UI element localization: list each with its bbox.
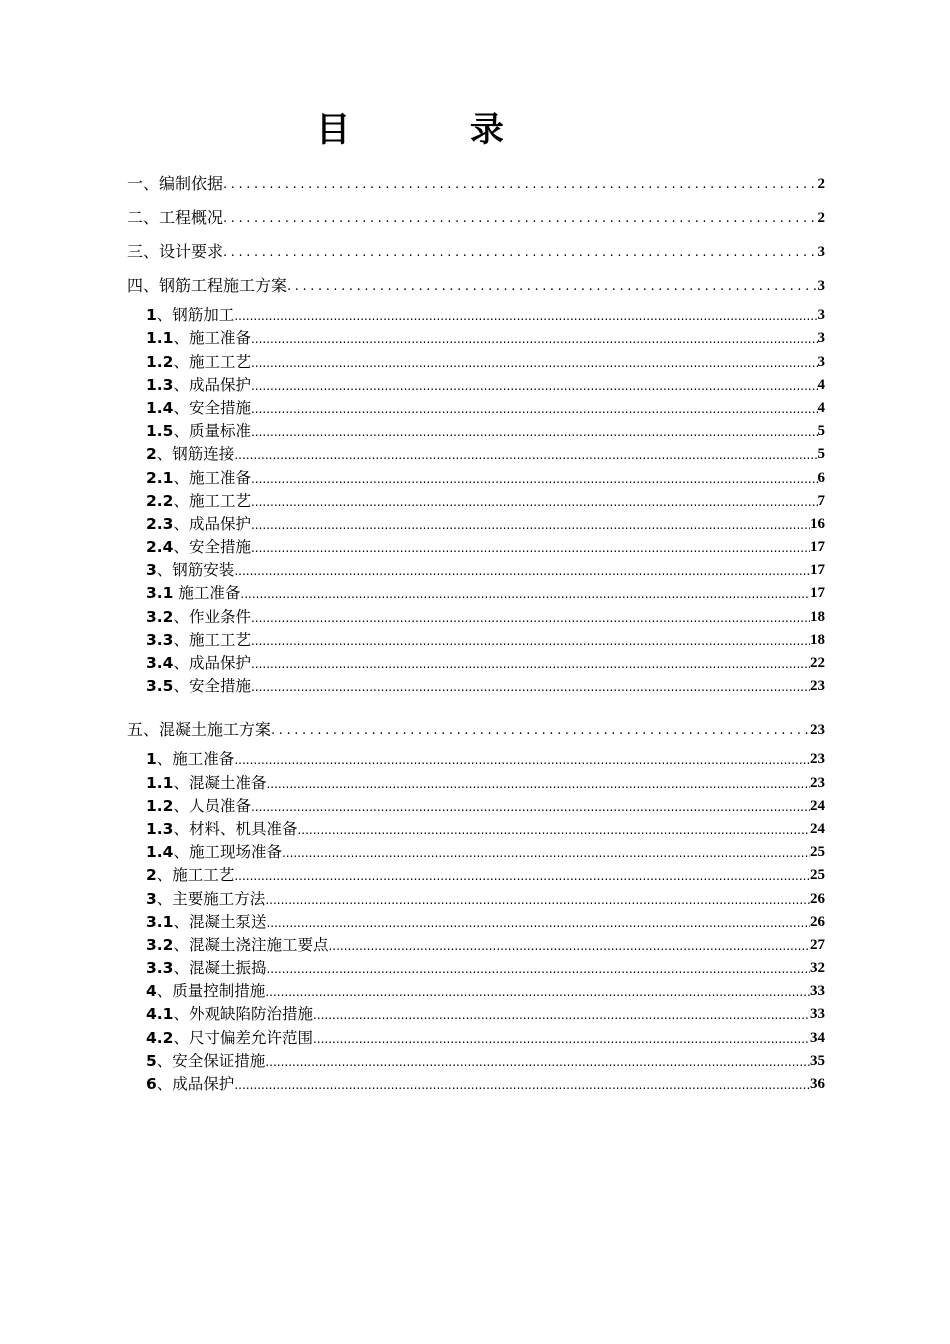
toc-entry-label xyxy=(146,514,251,534)
toc-entry-label xyxy=(146,819,297,839)
toc-entry-label xyxy=(146,958,266,978)
toc-entry[interactable] xyxy=(127,194,825,228)
toc-dot-leader xyxy=(265,1051,810,1071)
toc-entry-label xyxy=(127,242,223,262)
toc-page-number: 17 xyxy=(810,539,825,556)
toc-entry-number: 1.1 xyxy=(146,329,174,348)
toc-page-number: 5 xyxy=(817,446,825,463)
toc-page-number: 6 xyxy=(817,469,825,486)
toc-page-number: 23 xyxy=(810,722,825,739)
toc-entry-text: 、质量标准 xyxy=(173,422,251,441)
toc-page-number: 36 xyxy=(810,1076,825,1092)
toc-page-number: 4 xyxy=(817,376,825,393)
toc-entry-number: 4 xyxy=(146,982,157,1001)
toc-dot-leader xyxy=(251,676,810,696)
toc-entry-label xyxy=(146,912,266,932)
toc-dot-leader xyxy=(223,242,817,262)
toc-entry-label xyxy=(146,935,328,955)
toc-entry-number: 二、 xyxy=(127,208,160,227)
toc-dot-leader xyxy=(265,981,810,1001)
toc-entry[interactable] xyxy=(127,1001,825,1024)
toc-entry-number: 2.3 xyxy=(146,514,174,533)
toc-entry-number: 1.3 xyxy=(146,375,174,394)
toc-entry-label xyxy=(146,796,251,816)
toc-dot-leader xyxy=(234,1074,810,1094)
toc-entry-label xyxy=(146,630,251,650)
toc-entry[interactable] xyxy=(127,746,825,769)
toc-page-number: 3 xyxy=(817,244,825,260)
toc-entry[interactable] xyxy=(127,418,825,441)
toc-entry[interactable] xyxy=(127,706,825,740)
toc-entry-text: 、主要施工方法 xyxy=(156,889,266,908)
toc-entry-text: 、成品保护 xyxy=(173,375,251,394)
toc-entry-number: 3 xyxy=(146,889,157,908)
toc-entry[interactable] xyxy=(127,955,825,978)
toc-entry-number: 3.4 xyxy=(146,654,174,672)
toc-entry[interactable] xyxy=(127,978,825,1001)
toc-dot-leader xyxy=(271,720,810,740)
toc-entry-text: 编制依据 xyxy=(159,174,224,193)
toc-entry-text: 工程概况 xyxy=(159,208,224,227)
toc-entry-number: 4.2 xyxy=(146,1028,174,1047)
toc-entry-number: 1.3 xyxy=(146,819,174,838)
toc-entry-label xyxy=(146,653,251,673)
toc-entry-text: 、质量控制措施 xyxy=(156,982,266,1001)
table-of-contents xyxy=(127,160,825,1094)
toc-dot-leader xyxy=(251,468,818,488)
toc-page-number: 33 xyxy=(810,983,825,1000)
toc-entry-text: 、钢筋加工 xyxy=(156,306,235,325)
toc-entry-label xyxy=(146,328,251,348)
toc-entry[interactable] xyxy=(127,603,825,626)
toc-entry-label xyxy=(146,676,251,696)
toc-entry-label xyxy=(127,720,271,740)
toc-entry-number: 1.5 xyxy=(146,422,174,441)
toc-entry-label xyxy=(127,276,287,296)
toc-entry-label xyxy=(146,468,251,488)
toc-page-number: 24 xyxy=(810,820,825,837)
toc-page-number: 17 xyxy=(810,585,825,602)
toc-entry-text: 、钢筋连接 xyxy=(156,445,235,464)
toc-entry-number: 5 xyxy=(146,1051,157,1070)
toc-entry-number: 2.2 xyxy=(146,491,174,510)
toc-entry[interactable] xyxy=(127,160,825,194)
toc-page-number: 2 xyxy=(817,176,825,192)
toc-entry[interactable] xyxy=(127,511,825,534)
toc-entry-number: 3.1 xyxy=(146,912,174,931)
toc-entry-label xyxy=(146,305,234,325)
toc-dot-leader xyxy=(251,630,810,650)
toc-dot-leader xyxy=(234,560,810,580)
toc-entry[interactable] xyxy=(127,650,825,673)
toc-entry[interactable] xyxy=(127,1048,825,1071)
toc-entry[interactable] xyxy=(127,839,825,862)
toc-entry-label xyxy=(146,491,251,511)
toc-entry[interactable] xyxy=(127,673,825,696)
toc-entry-number: 一、 xyxy=(127,174,160,193)
toc-dot-leader xyxy=(251,607,810,627)
toc-entry[interactable] xyxy=(127,534,825,557)
toc-entry-number: 3.3 xyxy=(146,630,174,649)
toc-page-number: 3 xyxy=(817,307,825,324)
toc-entry-text: 、成品保护 xyxy=(173,514,251,533)
toc-entry-text: 钢筋工程施工方案 xyxy=(159,276,288,295)
toc-page-number: 5 xyxy=(817,423,825,440)
toc-entry-number: 3.2 xyxy=(146,935,174,954)
toc-entry-label xyxy=(146,560,234,580)
toc-entry[interactable] xyxy=(127,262,825,296)
toc-page-number: 35 xyxy=(810,1052,825,1069)
toc-entry-label xyxy=(146,537,251,557)
toc-entry-text: 、施工工艺 xyxy=(156,866,235,885)
toc-entry-label xyxy=(146,583,240,603)
toc-entry[interactable] xyxy=(127,302,825,325)
toc-entry-number: 四、 xyxy=(127,276,160,295)
toc-dot-leader xyxy=(223,208,817,228)
toc-page-number: 23 xyxy=(810,751,825,768)
toc-entry[interactable] xyxy=(127,862,825,885)
toc-page-number: 32 xyxy=(810,960,825,977)
toc-dot-leader xyxy=(313,1028,810,1048)
toc-page-number: 23 xyxy=(810,678,825,695)
toc-dot-leader xyxy=(234,305,817,325)
toc-page-number: 25 xyxy=(810,867,825,884)
toc-entry[interactable] xyxy=(127,1071,825,1094)
toc-entry-label xyxy=(146,773,266,793)
toc-entry-number: 2.1 xyxy=(146,468,174,487)
toc-dot-leader xyxy=(251,375,818,395)
toc-page-number: 26 xyxy=(810,890,825,907)
toc-entry-text: 、施工准备 xyxy=(173,468,251,487)
toc-page-number: 24 xyxy=(810,797,825,814)
toc-dot-leader xyxy=(287,276,817,296)
toc-entry-number: 三、 xyxy=(127,242,160,261)
toc-entry[interactable] xyxy=(127,627,825,650)
toc-dot-leader xyxy=(265,889,810,909)
toc-entry-number: 3 xyxy=(146,561,157,580)
toc-entry-text: 、成品保护 xyxy=(173,654,251,672)
toc-page-number: 17 xyxy=(810,562,825,579)
toc-entry-text: 、施工工艺 xyxy=(173,630,251,649)
toc-entry-label xyxy=(146,865,234,885)
toc-entry-text: 设计要求 xyxy=(159,242,224,261)
toc-entry-text: 、尺寸偏差允许范围 xyxy=(173,1028,313,1047)
toc-page-number: 4 xyxy=(817,399,825,416)
toc-entry-text: 、施工准备 xyxy=(156,750,235,769)
toc-dot-leader xyxy=(251,421,818,441)
toc-entry[interactable] xyxy=(127,348,825,371)
toc-page-number: 18 xyxy=(810,631,825,648)
toc-dot-leader xyxy=(251,398,818,418)
toc-entry-label xyxy=(127,208,223,228)
toc-entry-number: 3.3 xyxy=(146,959,174,978)
toc-entry-label xyxy=(146,749,234,769)
toc-entry-number: 1.2 xyxy=(146,352,174,371)
toc-dot-leader xyxy=(266,958,810,978)
toc-entry-label xyxy=(146,889,265,909)
toc-entry-label xyxy=(146,375,251,395)
toc-entry-text: 、混凝土泵送 xyxy=(173,912,267,931)
toc-entry[interactable] xyxy=(127,557,825,580)
toc-entry-number: 1.4 xyxy=(146,843,174,862)
toc-entry-number: 3.1 xyxy=(146,584,174,603)
toc-entry-number: 6 xyxy=(146,1075,157,1093)
toc-entry-number: 1.1 xyxy=(146,773,174,792)
toc-page-number: 3 xyxy=(817,330,825,347)
toc-entry[interactable] xyxy=(127,228,825,262)
toc-entry-label xyxy=(146,1051,265,1071)
toc-entry-label xyxy=(146,981,265,1001)
toc-entry[interactable] xyxy=(127,372,825,395)
toc-entry-number: 1.4 xyxy=(146,398,174,417)
toc-entry-number: 五、 xyxy=(127,720,160,740)
toc-dot-leader xyxy=(251,328,818,348)
toc-entry-text: 、施工现场准备 xyxy=(173,843,282,862)
toc-page-number: 25 xyxy=(810,844,825,861)
toc-entry-text: 、安全保证措施 xyxy=(156,1051,266,1070)
toc-dot-leader xyxy=(328,935,810,955)
toc-entry[interactable] xyxy=(127,464,825,487)
toc-page-number: 27 xyxy=(810,936,825,953)
toc-entry-number: 1 xyxy=(146,306,157,325)
toc-entry[interactable] xyxy=(127,816,825,839)
toc-entry-number: 3.2 xyxy=(146,607,174,626)
toc-entry-label xyxy=(146,398,251,418)
toc-page-number: 33 xyxy=(810,1006,825,1023)
toc-page-number: 18 xyxy=(810,608,825,625)
toc-entry-label xyxy=(146,607,251,627)
toc-dot-leader xyxy=(266,773,810,793)
toc-dot-leader xyxy=(266,912,810,932)
toc-entry-text: 、钢筋安装 xyxy=(156,561,235,580)
toc-entry-label xyxy=(127,174,223,194)
toc-entry-label xyxy=(146,421,251,441)
toc-page-number: 3 xyxy=(817,353,825,370)
toc-entry-label xyxy=(146,842,282,862)
toc-entry[interactable] xyxy=(127,885,825,908)
toc-page-number: 34 xyxy=(810,1029,825,1046)
toc-entry-number: 4.1 xyxy=(146,1005,174,1024)
toc-entry-text: 、混凝土准备 xyxy=(173,773,267,792)
toc-entry[interactable] xyxy=(127,932,825,955)
toc-entry[interactable] xyxy=(127,441,825,464)
toc-entry-text: 、安全措施 xyxy=(173,538,251,557)
toc-entry[interactable] xyxy=(127,488,825,511)
toc-dot-leader xyxy=(234,444,817,464)
toc-entry-text: 、安全措施 xyxy=(173,398,251,417)
toc-entry-label xyxy=(146,1004,313,1024)
toc-entry[interactable] xyxy=(127,580,825,603)
toc-entry-label xyxy=(146,1074,234,1094)
toc-page-number: 2 xyxy=(817,210,825,226)
toc-entry-text: 、外观缺陷防治措施 xyxy=(173,1005,313,1024)
toc-dot-leader xyxy=(240,583,810,603)
toc-entry-number: 2 xyxy=(146,445,157,464)
toc-entry-text: 、作业条件 xyxy=(173,607,251,626)
toc-dot-leader xyxy=(251,491,818,511)
toc-page-number: 26 xyxy=(810,913,825,930)
toc-entry-number: 2 xyxy=(146,866,157,885)
toc-dot-leader xyxy=(251,653,810,673)
toc-entry-number: 1.2 xyxy=(146,796,174,815)
toc-dot-leader xyxy=(282,842,810,862)
toc-entry[interactable] xyxy=(127,325,825,348)
toc-dot-leader xyxy=(234,749,810,769)
toc-dot-leader xyxy=(251,352,818,372)
toc-entry-text: 、混凝土振捣 xyxy=(173,959,267,978)
toc-page-number: 16 xyxy=(810,515,825,532)
toc-entry-label xyxy=(146,1028,313,1048)
toc-dot-leader xyxy=(251,796,810,816)
toc-page-number: 3 xyxy=(817,278,825,294)
toc-entry[interactable] xyxy=(127,909,825,932)
toc-entry-text: 、成品保护 xyxy=(156,1075,235,1093)
toc-entry-number: 2.4 xyxy=(146,538,174,557)
toc-dot-leader xyxy=(251,537,810,557)
toc-page-number: 23 xyxy=(810,774,825,791)
toc-entry[interactable] xyxy=(127,395,825,418)
toc-entry-text: 、施工工艺 xyxy=(173,352,251,371)
toc-page-number: 22 xyxy=(810,655,825,671)
toc-entry-text: 施工准备 xyxy=(173,584,241,603)
page-title: 目 录 xyxy=(316,110,558,150)
toc-dot-leader xyxy=(251,514,810,534)
toc-entry-text: 、安全措施 xyxy=(173,677,251,696)
toc-dot-leader xyxy=(223,174,817,194)
toc-entry-label xyxy=(146,444,234,464)
toc-dot-leader xyxy=(313,1004,810,1024)
toc-entry-number: 3.5 xyxy=(146,677,174,696)
toc-entry-label xyxy=(146,352,251,372)
toc-entry-text: 、施工工艺 xyxy=(173,491,251,510)
toc-entry-text: 、混凝土浇注施工要点 xyxy=(173,935,329,954)
toc-entry[interactable] xyxy=(127,1024,825,1047)
toc-entry-text: 、施工准备 xyxy=(173,329,251,348)
toc-entry[interactable] xyxy=(127,793,825,816)
toc-page-number: 7 xyxy=(817,492,825,509)
toc-entry-number: 1 xyxy=(146,750,157,769)
toc-dot-leader xyxy=(297,819,810,839)
toc-entry-text: 、材料、机具准备 xyxy=(173,819,298,838)
toc-entry-text: 混凝土施工方案 xyxy=(159,720,272,740)
toc-entry[interactable] xyxy=(127,769,825,792)
toc-entry-text: 、人员准备 xyxy=(173,796,251,815)
toc-dot-leader xyxy=(234,865,810,885)
